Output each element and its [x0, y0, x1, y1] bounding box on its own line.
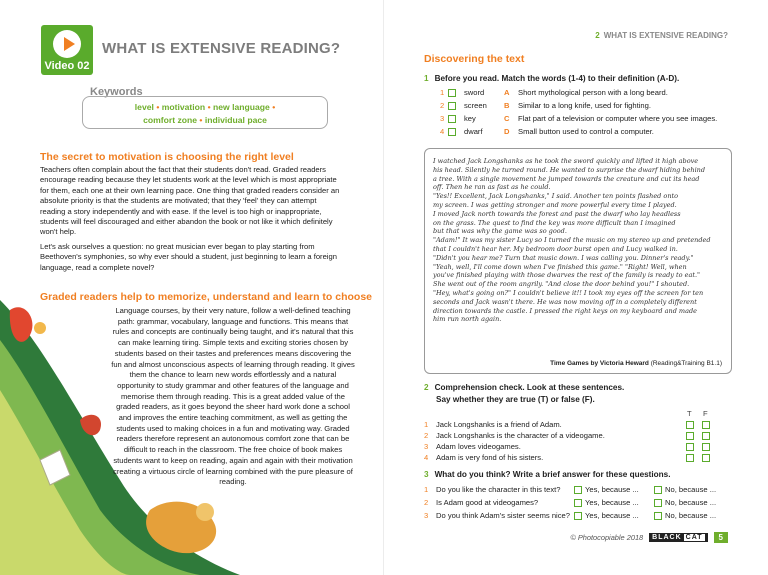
story-line: "Didn't you hear me? Turn that music down. I was calling you. Dinner's ready.": [433, 253, 694, 262]
no-checkbox[interactable]: [654, 512, 662, 520]
match-checkbox[interactable]: [448, 115, 456, 123]
story-line: him run north again.: [433, 315, 502, 324]
story-line: I watched Jack Longshanks as he took the sword quickly and lifted it high above: [433, 157, 699, 165]
paragraph: Language courses, by their very nature, follow a well-defined teaching path: grammar, vocabulary, language and functions. This means that rules and concepts are continually being taught, and it's natural that this can make learning tiring. Simple texts and exciting stories chosen by students based on their tastes and preferences means discovering the fun and almost unconscious aspects of learning through reading. It gives them the chance to learn new words effortlessly and a natural opportunity to study grammar and other features of the language and memorise them through reading. This is a great added value of the graded readers, as it goes beyond the sheer hard work done a school and improves the entire teaching commitment, as well as getting the students used to making choices in a fun and motivating way. Graded readers therefore represent an autonomous comfort zone that can be difficult to reach in the classroom. The free choice of book makes students want to keep on reading, again and again with their motivation creating a virtuous circle of learning combined with the pure pleasure of reading.: [111, 306, 355, 487]
match-definition: Short mythological person with a long beard.: [518, 88, 668, 97]
page-footer: [570, 532, 728, 546]
keywords-box: [82, 96, 328, 129]
question-text: Before you read. Match the words (1-4) to their definition (A-D).: [434, 74, 680, 83]
story-excerpt-box: [424, 148, 732, 374]
story-line: direction towards the castle. I pressed the right keys on my keyboard and made: [433, 306, 697, 315]
true-false-row: [424, 453, 744, 465]
match-letter: B: [504, 101, 510, 110]
question-1-heading: [424, 74, 679, 83]
story-line: my screen. I was getting stronger and more powerful every time I played.: [433, 200, 677, 209]
question-number: 1: [424, 74, 429, 83]
match-number: 4: [440, 127, 445, 136]
item-text: Jack Longshanks is the character of a videogame.: [436, 431, 605, 440]
item-number: 2: [424, 498, 429, 507]
question-number: 3: [424, 470, 429, 479]
question-3-heading: [424, 470, 671, 479]
yes-checkbox[interactable]: [574, 499, 582, 507]
paragraph: Teachers often complain about the fact that their students don't read. Graded readers encourage reading because they let students work at the level which is most appropriate for them, each one at their own learning pace. One thing that graded readers consider an absolute priority is that the students are motivated; that they 'feel' they can attempt reading a story independently and with ease. If the level is too high or inappropriate, students will feel discouraged and either abandon the book or not like it which definitely won't help.: [40, 165, 340, 237]
item-number: 2: [424, 431, 429, 440]
match-word: dwarf: [464, 127, 483, 136]
no-option[interactable]: No, because ...: [654, 485, 716, 494]
section-title-memorize: Graded readers help to memorize, understand and learn to choose: [40, 291, 372, 303]
running-header: [595, 31, 728, 40]
keywords-label: Keywords: [90, 86, 143, 98]
paragraph: Let's ask ourselves a question: no great musician ever began to play starting from Beethoven's symphonies, so why ever should a student, just beginning to learn a foreign language, read a complete novel?: [40, 241, 337, 272]
true-checkbox[interactable]: [686, 443, 694, 451]
play-icon[interactable]: [53, 30, 81, 58]
header-page-number: 2: [595, 31, 600, 40]
no-checkbox[interactable]: [654, 486, 662, 494]
question-2-subheading: Say whether they are true (T) or false (F).: [436, 395, 595, 404]
item-text: Adam loves videogames.: [436, 442, 521, 451]
story-line: his head. Silently he turned round. He wanted to surprise the dwarf hiding behind: [433, 165, 706, 174]
false-column-label: F: [703, 409, 708, 418]
story-line: but that was why the game was so good.: [433, 227, 567, 236]
item-text: Jack Longshanks is a friend of Adam.: [436, 420, 562, 429]
section-title-discovering: Discovering the text: [424, 53, 525, 65]
section-body-memorize: [110, 306, 356, 492]
question-text: What do you think? Write a brief answer for these questions.: [434, 470, 671, 479]
opinion-row: [424, 485, 754, 497]
right-page: [384, 0, 768, 575]
match-word: sword: [464, 88, 485, 97]
header-title: WHAT IS EXTENSIVE READING?: [603, 31, 728, 40]
item-text: Do you like the character in this text?: [436, 485, 561, 494]
match-row: [440, 127, 768, 139]
story-line: on the grass. The quest to find the key was more difficult than I imagined: [433, 218, 676, 227]
keyword: individual pace: [204, 115, 267, 125]
match-checkbox[interactable]: [448, 89, 456, 97]
match-number: 2: [440, 101, 445, 110]
item-number: 1: [424, 485, 429, 494]
false-checkbox[interactable]: [702, 443, 710, 451]
match-word: key: [464, 114, 476, 123]
true-checkbox[interactable]: [686, 454, 694, 462]
match-definition: Flat part of a television or computer where you see images.: [518, 114, 718, 123]
keywords-line-1: level • motivation • new language •: [134, 102, 276, 112]
match-checkbox[interactable]: [448, 102, 456, 110]
story-line: that I couldn't hear her. My bedroom door burst open and Lucy walked in.: [433, 244, 678, 253]
false-checkbox[interactable]: [702, 421, 710, 429]
item-text: Is Adam good at videogames?: [436, 498, 539, 507]
true-column-label: T: [687, 409, 692, 418]
yes-option[interactable]: Yes, because ...: [574, 485, 639, 494]
match-number: 3: [440, 114, 445, 123]
no-checkbox[interactable]: [654, 499, 662, 507]
story-line: "Adam!" It was my sister Lucy so I turned the music on my stereo up and pretended: [433, 236, 711, 245]
question-text: Comprehension check. Look at these sentences.: [434, 383, 625, 392]
question-number: 2: [424, 383, 429, 392]
video-badge[interactable]: [41, 25, 93, 75]
story-line: a tree. With a single movement he jumped towards the creature and cut its head: [433, 174, 700, 183]
keyword: motivation: [161, 102, 206, 112]
story-line: I moved Jack north towards the forest and past the dwarf who lay headless: [433, 209, 681, 218]
match-letter: C: [504, 114, 510, 123]
opinion-row: [424, 511, 754, 523]
video-label: Video 02: [44, 60, 90, 72]
match-letter: D: [504, 127, 510, 136]
match-checkbox[interactable]: [448, 128, 456, 136]
copyright-text: © Photocopiable 2018: [570, 533, 644, 542]
story-line: "Hey, what's going on?" I couldn't believe it!! I took my eyes off the screen for ten: [433, 288, 704, 297]
story-line: you've finished playing with those dwarves the rest of the family is ready to eat.": [433, 271, 701, 280]
section-title-motivation: The secret to motivation is choosing the right level: [40, 151, 294, 163]
story-credit: [550, 360, 722, 367]
story-credit-note: (Reading&Training B1.1): [650, 360, 722, 367]
true-checkbox[interactable]: [686, 432, 694, 440]
match-definition: Similar to a long knife, used for fighting.: [518, 101, 651, 110]
story-line: off. Then he ran as fast as he could.: [433, 183, 551, 192]
item-number: 1: [424, 420, 429, 429]
no-option[interactable]: No, because ...: [654, 511, 716, 520]
story-line: "Yeah, well, I'll come down when I've finished this game." "Right! Well, when: [433, 262, 687, 271]
match-word: screen: [464, 101, 487, 110]
item-number: 3: [424, 511, 429, 520]
item-number: 3: [424, 442, 429, 451]
match-definition: Small button used to control a computer.: [518, 127, 654, 136]
match-row: [440, 88, 768, 100]
match-number: 1: [440, 88, 445, 97]
yes-checkbox[interactable]: [574, 486, 582, 494]
item-text: Adam is very fond of his sisters.: [436, 453, 544, 462]
keyword: level: [134, 102, 154, 112]
no-option[interactable]: No, because ...: [654, 498, 716, 507]
keywords-line-2: comfort zone • individual pace: [143, 115, 267, 125]
keyword: new language: [212, 102, 270, 112]
page-title: WHAT IS EXTENSIVE READING?: [102, 40, 341, 57]
question-2-heading: [424, 383, 624, 392]
story-line: seconds and Jack wasn't there. He was now moving off in a completely different: [433, 297, 697, 306]
false-checkbox[interactable]: [702, 454, 710, 462]
yes-checkbox[interactable]: [574, 512, 582, 520]
story-text: [433, 157, 723, 324]
match-row: [440, 101, 768, 113]
yes-option[interactable]: Yes, because ...: [574, 511, 639, 520]
item-number: 4: [424, 453, 429, 462]
match-letter: A: [504, 88, 510, 97]
opinion-row: [424, 498, 754, 510]
true-checkbox[interactable]: [686, 421, 694, 429]
section-body-motivation: [40, 165, 342, 277]
page-number: 5: [714, 532, 728, 543]
story-credit-title: Time Games by Victoria Heward: [550, 360, 649, 367]
item-text: Do you think Adam's sister seems nice?: [436, 511, 570, 520]
yes-option[interactable]: Yes, because ...: [574, 498, 639, 507]
keyword: comfort zone: [143, 115, 198, 125]
story-line: "Yes!! Excellent, Jack Longshanks," I said. Another ten points flashed onto: [433, 192, 679, 201]
match-row: [440, 114, 768, 126]
publisher-logo: BLACK CAT: [649, 533, 707, 542]
false-checkbox[interactable]: [702, 432, 710, 440]
story-line: She went out of the room angrily. "And close the door behind you!" I shouted.: [433, 280, 690, 289]
